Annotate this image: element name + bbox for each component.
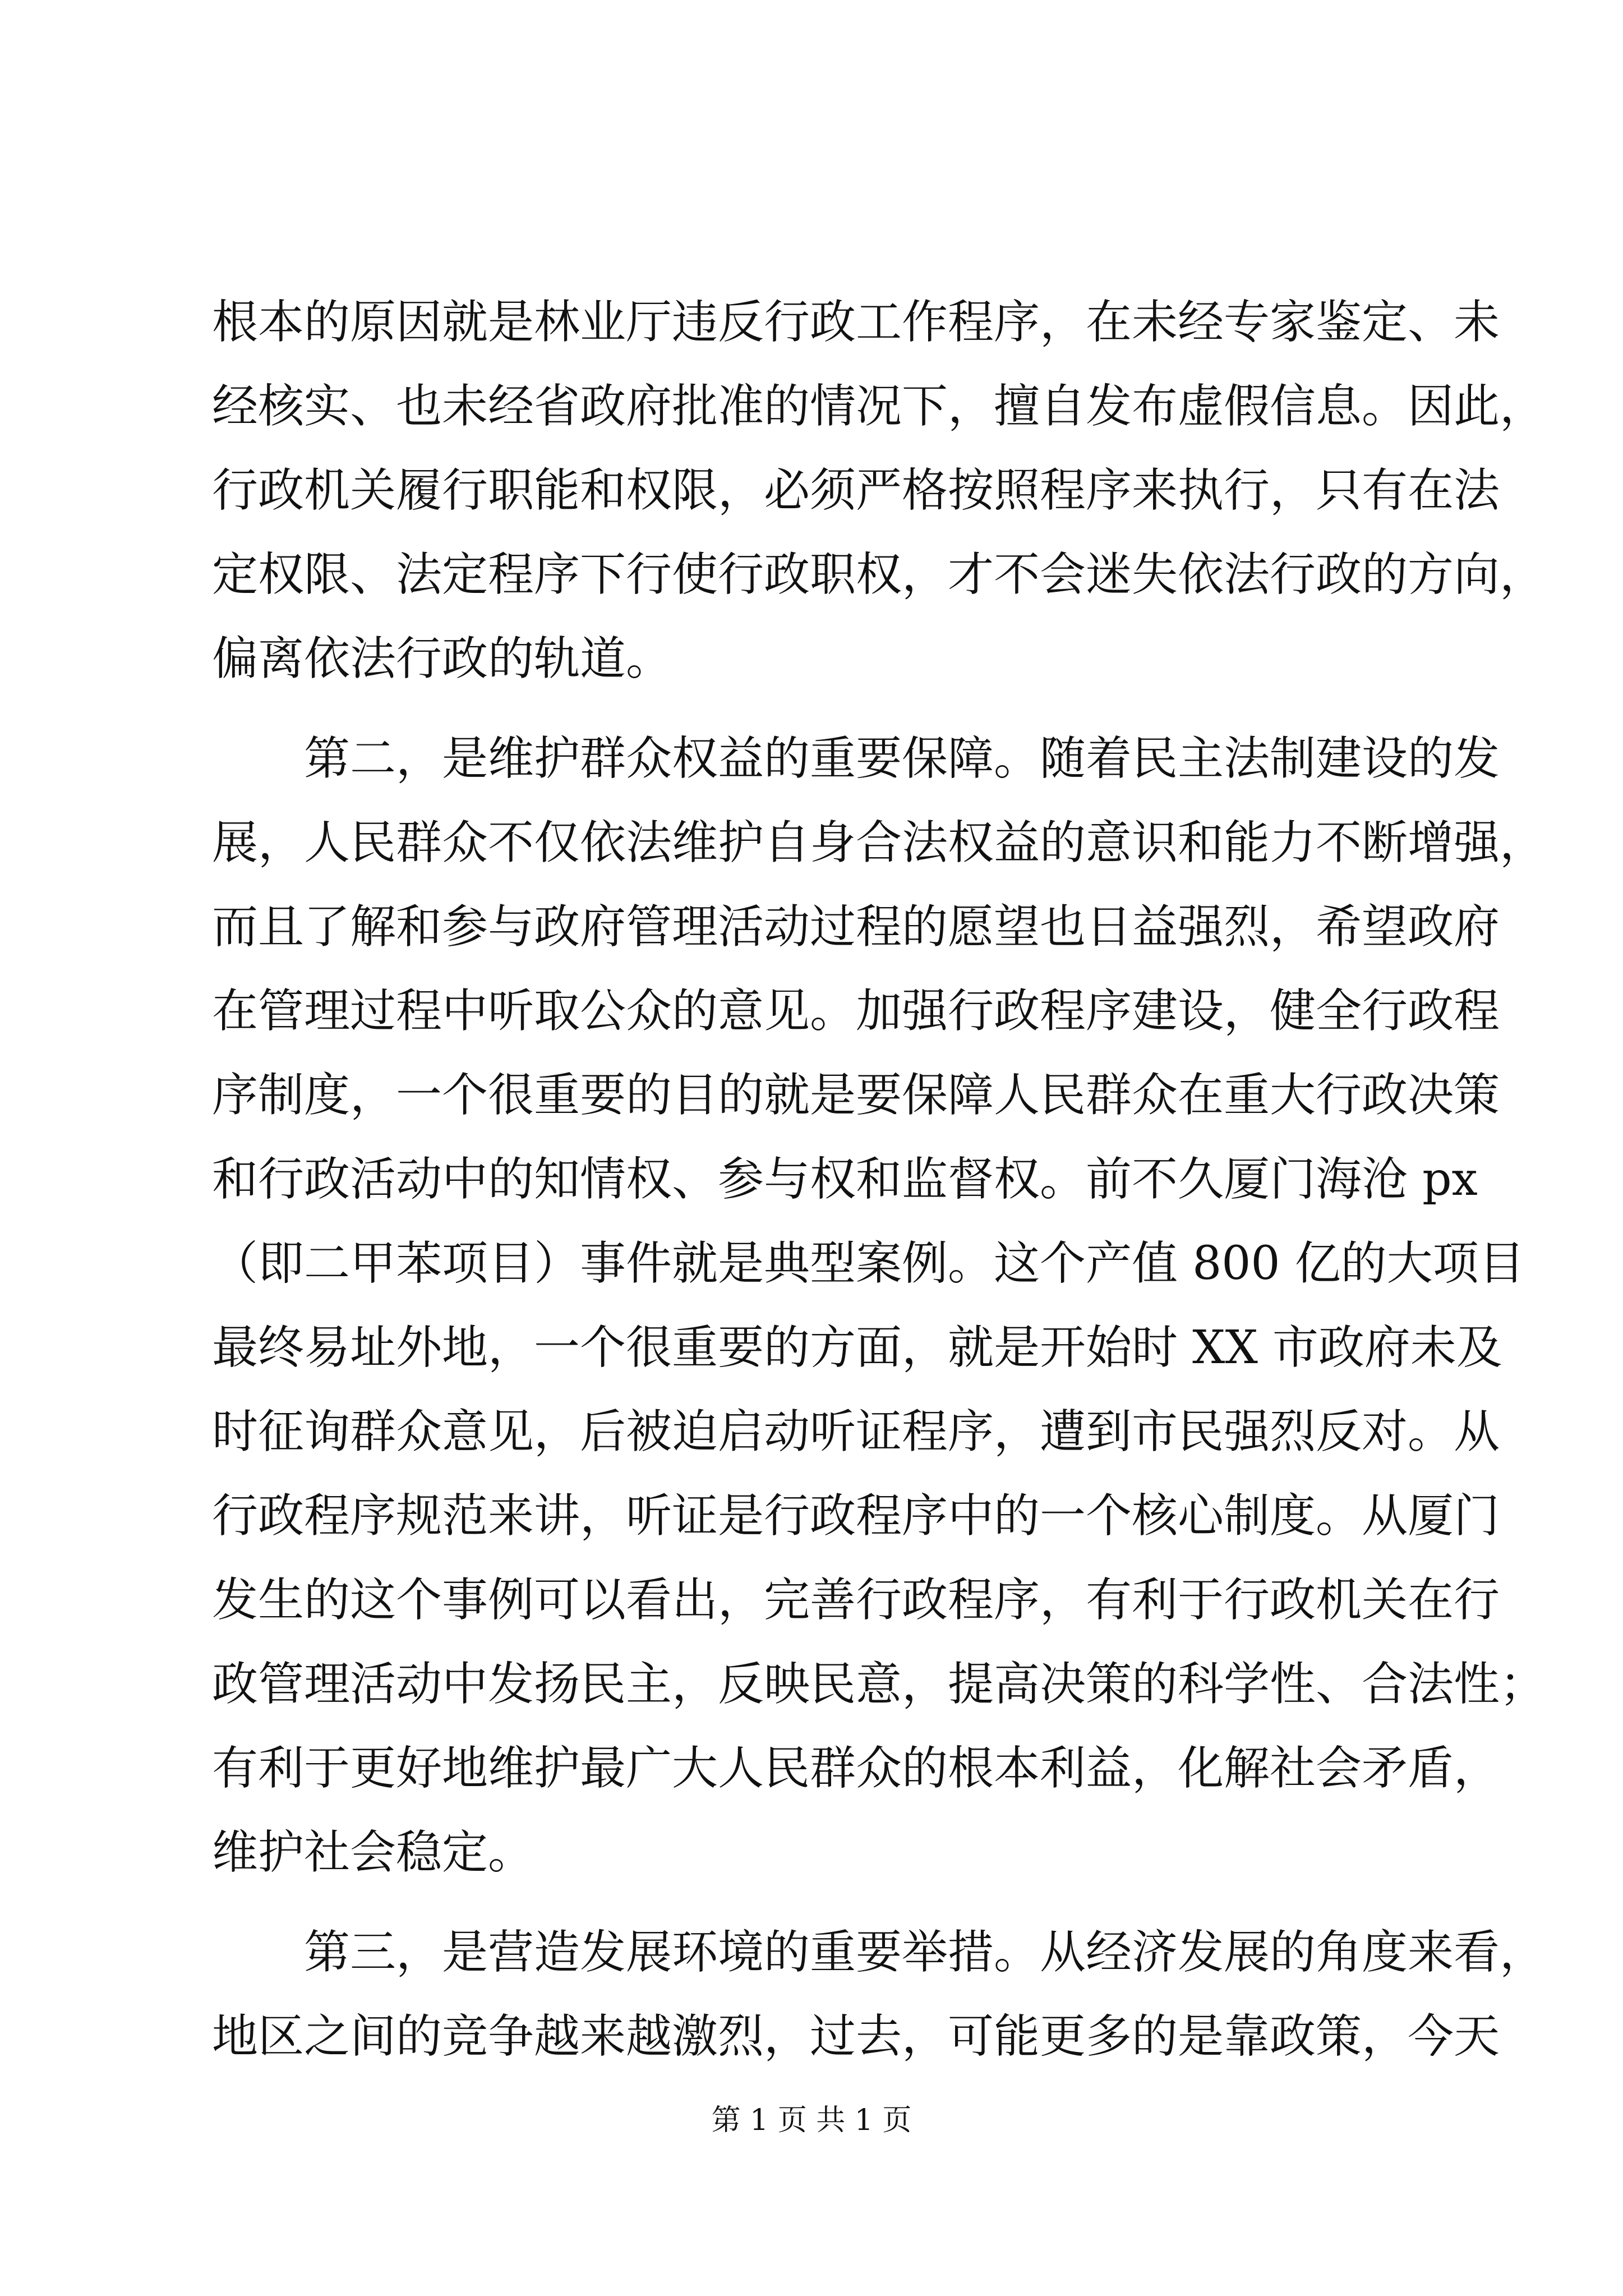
text-line: 第三，是营造发展环境的重要举措。从经济发展的角度来看， <box>212 1926 1546 1979</box>
text-line: 维护社会稳定。 <box>212 1826 534 1879</box>
paragraph-1 <box>212 280 1546 701</box>
text-line: 政管理活动中发扬民主，反映民意，提高决策的科学性、合法性； <box>212 1658 1546 1711</box>
text-line: 定权限、法定程序下行使行政职权，才不会迷失依法行政的方向， <box>212 548 1546 601</box>
text-line: 有利于更好地维护最广大人民群众的根本利益，化解社会矛盾， <box>212 1742 1500 1795</box>
text-line: 地区之间的竞争越来越激烈，过去，可能更多的是靠政策，今天 <box>212 2010 1500 2063</box>
paragraph-2 <box>212 717 1546 1895</box>
text-line: 展，人民群众不仅依法维护自身合法权益的意识和能力不断增强， <box>212 816 1546 869</box>
text-line: 而且了解和参与政府管理活动过程的愿望也日益强烈，希望政府 <box>212 900 1500 954</box>
text-line: 第二，是维护群众权益的重要保障。随着民主法制建设的发 <box>212 732 1500 785</box>
text-line: 经核实、也未经省政府批准的情况下，擅自发布虚假信息。因此， <box>212 380 1546 433</box>
document-body <box>212 280 1546 2079</box>
paragraph-3 <box>212 1911 1546 2079</box>
text-line: 行政程序规范来讲，听证是行政程序中的一个核心制度。从厦门 <box>212 1489 1500 1543</box>
paragraph-gap <box>212 701 1412 717</box>
page-footer: 第 1 页 共 1 页 <box>711 2104 912 2137</box>
text-line: 行政机关履行职能和权限，必须严格按照程序来执行，只有在法 <box>212 464 1500 517</box>
text-line: 序制度，一个很重要的目的就是要保障人民群众在重大行政决策 <box>212 1069 1500 1122</box>
text-line: 和行政活动中的知情权、参与权和监督权。前不久厦门海沧 px <box>212 1153 1478 1206</box>
text-line: 根本的原因就是林业厅违反行政工作程序，在未经专家鉴定、未 <box>212 296 1500 349</box>
text-line: 发生的这个事例可以看出，完善行政程序，有利于行政机关在行 <box>212 1573 1500 1627</box>
text-line: 时征询群众意见，后被迫启动听证程序，遭到市民强烈反对。从 <box>212 1405 1500 1458</box>
text-line: 最终易址外地，一个很重要的方面，就是开始时 XX 市政府未及 <box>212 1321 1502 1374</box>
paragraph-gap <box>212 1895 1412 1911</box>
text-line: （即二甲苯项目）事件就是典型案例。这个产值 800 亿的大项目 <box>212 1237 1525 1290</box>
text-line: 在管理过程中听取公众的意见。加强行政程序建设，健全行政程 <box>212 984 1500 1038</box>
text-line: 偏离依法行政的轨道。 <box>212 632 672 685</box>
